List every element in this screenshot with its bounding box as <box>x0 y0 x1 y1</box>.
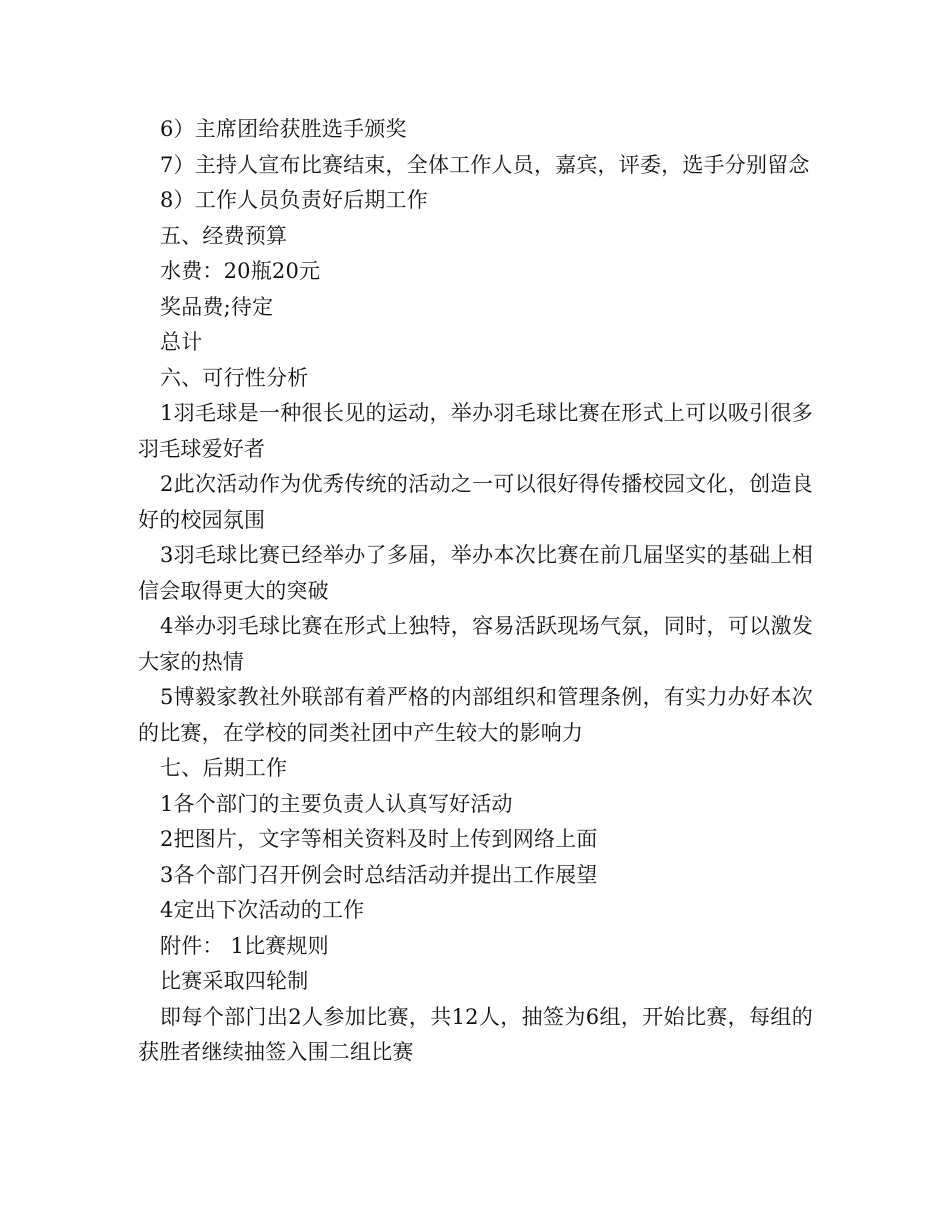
feasibility-item-2: 2此次活动作为优秀传统的活动之一可以很好得传播校园文化，创造良好的校园氛围 <box>138 472 813 532</box>
followup-item-2: 2把图片，文字等相关资料及时上传到网络上面 <box>160 827 598 851</box>
budget-water: 水费：20瓶20元 <box>160 259 321 283</box>
feasibility-item-1: 1羽毛球是一种很长见的运动，举办羽毛球比赛在形式上可以吸引很多羽毛球爱好者 <box>138 401 813 461</box>
rules-format: 比赛采取四轮制 <box>160 969 309 993</box>
feasibility-item-3: 3羽毛球比赛已经举办了多届，举办本次比赛在前几届坚实的基础上相信会取得更大的突破 <box>138 543 813 603</box>
section-heading-budget: 五、经费预算 <box>160 223 288 248</box>
paragraph-closing: 7）主持人宣布比赛结束，全体工作人员，嘉宾，评委，选手分别留念 <box>160 152 810 177</box>
followup-item-4: 4定出下次活动的工作 <box>160 898 365 922</box>
followup-item-1: 1各个部门的主要负责人认真写好活动 <box>160 791 513 816</box>
section-heading-followup: 七、后期工作 <box>160 756 288 780</box>
feasibility-item-5: 5博毅家教社外联部有着严格的内部组织和管理条例，有实力办好本次的比赛，在学校的同类社团中产生较大的影响力 <box>138 685 813 745</box>
feasibility-item-4: 4举办羽毛球比赛在形式上独特，容易活跃现场气氛，同时，可以激发大家的热情 <box>138 614 813 674</box>
document-body <box>138 112 813 1071</box>
section-heading-feasibility: 六、可行性分析 <box>160 365 309 390</box>
rules-detail: 即每个部门出2人参加比赛，共12人，抽签为6组，开始比赛，每组的获胜者继续抽签入围二组比赛 <box>138 1004 813 1064</box>
followup-item-3: 3各个部门召开例会时总结活动并提出工作展望 <box>160 862 598 887</box>
paragraph-followup-staff: 8）工作人员负责好后期工作 <box>160 188 428 212</box>
budget-prizes: 奖品费;待定 <box>160 294 274 319</box>
budget-total: 总计 <box>160 330 203 354</box>
paragraph-award: 6）主席团给获胜选手颁奖 <box>160 117 407 141</box>
attachment-heading: 附件： 1比赛规则 <box>160 933 329 958</box>
